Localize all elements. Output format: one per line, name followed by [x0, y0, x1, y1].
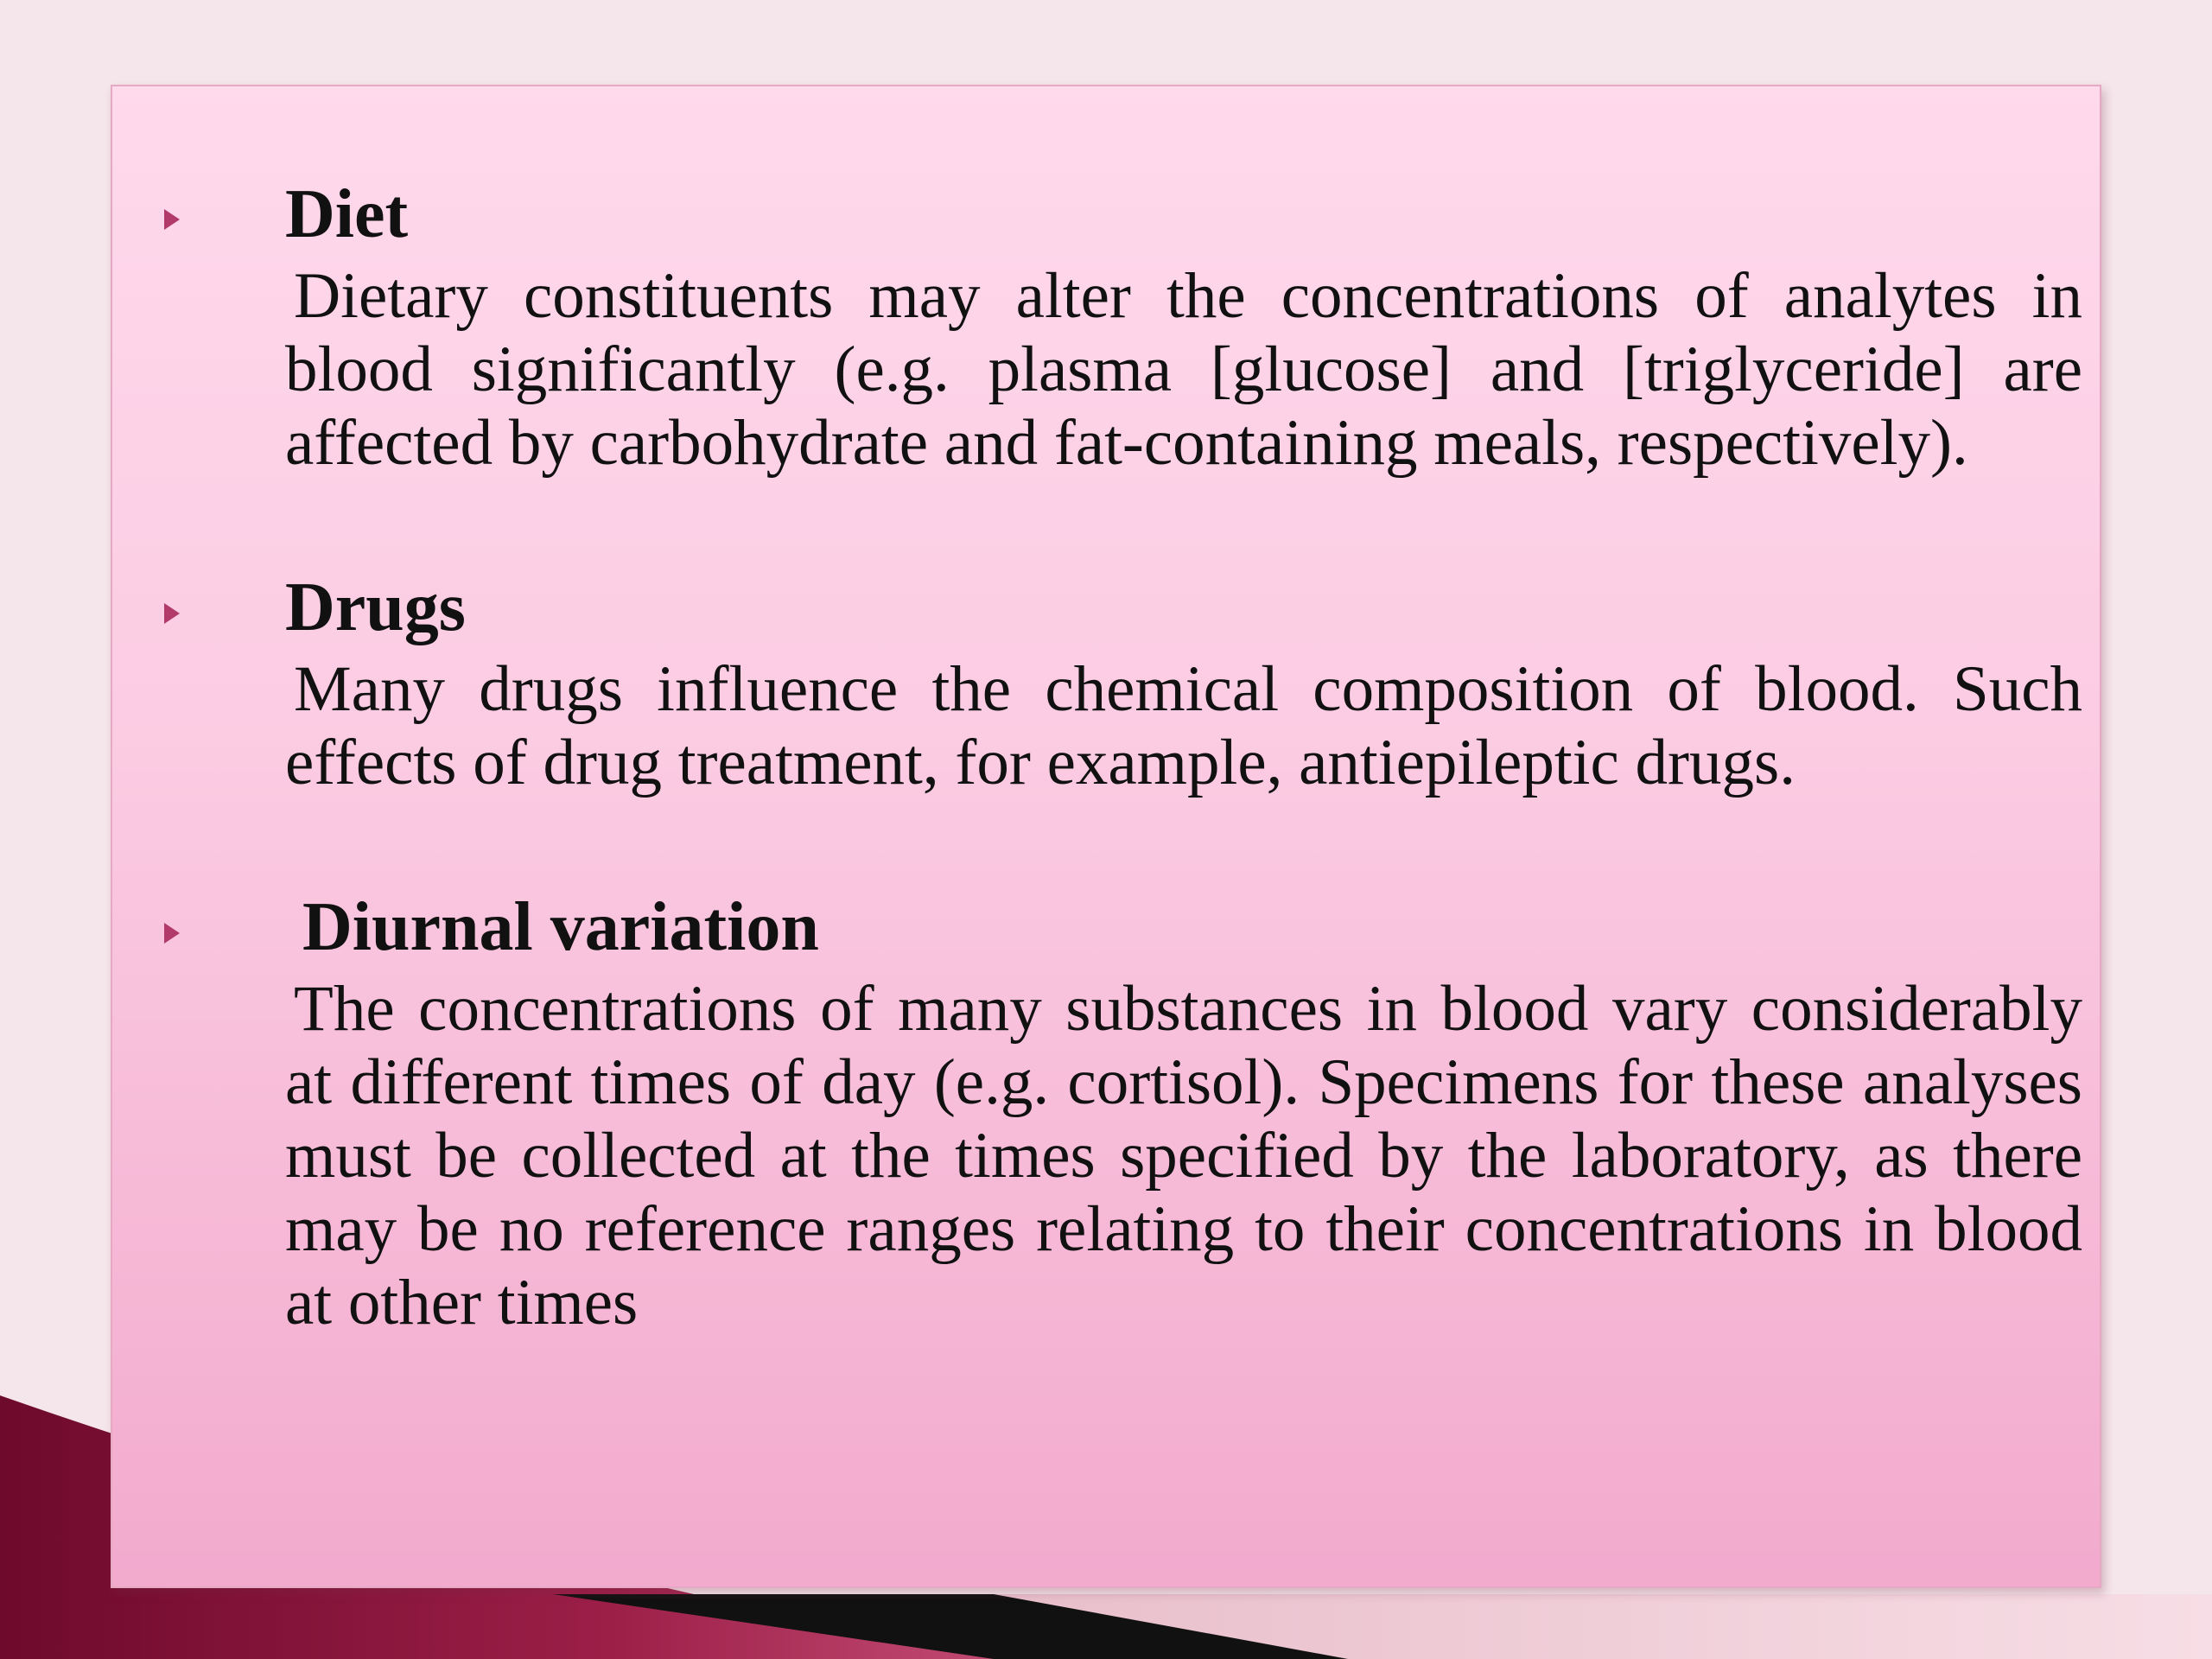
section-heading: Diurnal variation [302, 889, 819, 965]
content-box [111, 85, 2101, 1588]
triangle-bullet-icon [164, 603, 180, 624]
section-body: The concentrations of many substances in blood vary considerably at different times of day (e.g. cortisol). Specimens for these analyses must be collected at the times specified by the laboratory, as there may be no reference ranges relating to their concentrations in blood at other times [285, 973, 2082, 1338]
section-body: Dietary constituents may alter the concentrations of analytes in blood significantly (e.g. plasma [glucose] and [triglyceride] are affected by carbohydrate and fat-containing meals, respectively). [285, 260, 2082, 479]
section-heading: Diet [285, 176, 409, 252]
section-heading: Drugs [285, 569, 466, 645]
section-body: Many drugs influence the chemical composition of blood. Such effects of drug treatment, for example, antiepileptic drugs. [285, 653, 2082, 798]
triangle-bullet-icon [164, 923, 180, 944]
triangle-bullet-icon [164, 209, 180, 230]
